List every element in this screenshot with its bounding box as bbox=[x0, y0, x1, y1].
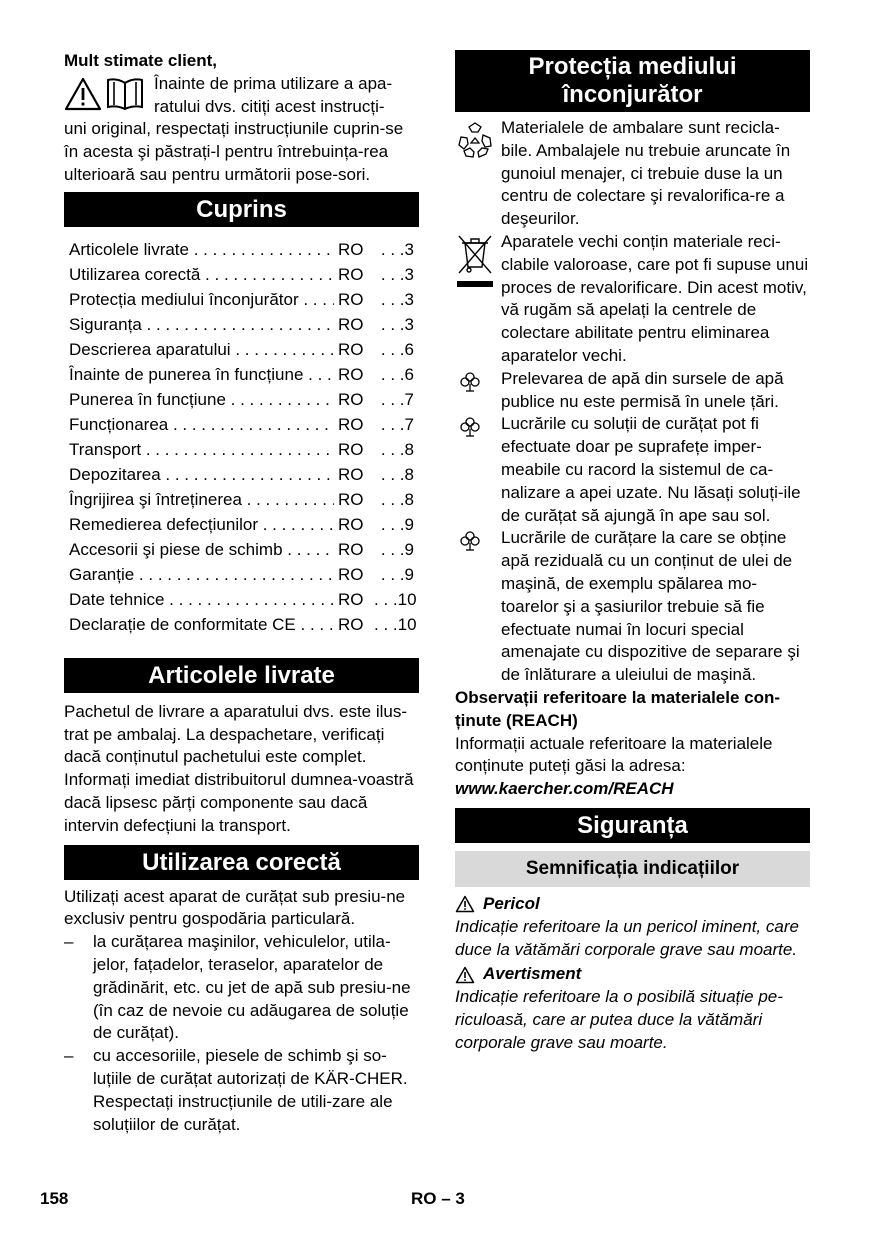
toc-page-number: . . . 10 bbox=[374, 587, 414, 612]
environment-tree-icon bbox=[455, 413, 501, 527]
warning-triangle-icon bbox=[455, 966, 475, 984]
toc-language: RO bbox=[338, 414, 364, 434]
toc-title: Accesorii şi piese de schimb . . . bbox=[69, 537, 334, 562]
dash-bullet: – bbox=[64, 932, 74, 952]
dash-bullet: – bbox=[64, 1046, 74, 1066]
toc-row[interactable] bbox=[69, 337, 414, 362]
toc-page-number: . . . 3 bbox=[374, 287, 414, 312]
list-item bbox=[455, 231, 810, 368]
toc-title: Transport . . . bbox=[69, 437, 334, 462]
list-item bbox=[455, 527, 810, 687]
toc-language: RO bbox=[338, 464, 364, 484]
toc-title: Declarație de conformitate CE . . . bbox=[69, 612, 334, 637]
left-column bbox=[64, 50, 419, 1136]
toc-page-number: . . . 8 bbox=[374, 487, 414, 512]
environment-heading: Protecția mediului înconjurător bbox=[455, 50, 810, 112]
toc-language: RO bbox=[338, 289, 364, 309]
greeting: Mult stimate client, bbox=[64, 51, 218, 70]
warning-label: Avertisment bbox=[483, 964, 582, 984]
toc-row[interactable] bbox=[69, 612, 417, 637]
intro-text-first: Înainte de prima utilizare a apa-ratului dvs. citiți acest instrucți- bbox=[154, 73, 393, 116]
env-item-text: Lucrările de curățare la care se obține apă reziduală cu un conținut de ulei de maşină, de exemplu spălarea mo-toarelor şi a şasiurilor trebuie să fie efectuate numai în locuri special amenajate cu dispozitive de separare şi de înlăturare a uleiului de maşină. bbox=[501, 528, 800, 685]
environment-tree-icon bbox=[455, 527, 501, 687]
toc-language: RO bbox=[338, 514, 364, 534]
warning-text: Indicație referitoare la o posibilă situație pe-riculoasă, care ar putea duce la vătămări corporale grave sau moarte. bbox=[455, 987, 783, 1052]
toc-page-number: . . . 6 bbox=[374, 362, 414, 387]
toc-language: RO bbox=[338, 564, 364, 584]
toc-language: RO bbox=[338, 264, 364, 284]
toc-page-number: . . . 8 bbox=[374, 462, 414, 487]
toc-title: Utilizarea corectă . . . bbox=[69, 262, 334, 287]
intro-text-rest: uni original, respectați instrucțiunile cuprin-se în acesta şi păstrați-l pentru întrebuința-rea ulterioară sau pentru următorii pose-sori. bbox=[64, 119, 404, 184]
toc-language: RO bbox=[338, 239, 364, 259]
list-item bbox=[455, 368, 810, 414]
usage-item-1: la curățarea maşinilor, vehiculelor, utila-jelor, fațadelor, teraselor, aparatelor de grădinărit, etc. cu jet de apă sub presiu-ne (în caz de nevoie cu adăugarea de soluție de curățat). bbox=[93, 932, 411, 1043]
toc-row[interactable] bbox=[69, 362, 414, 387]
toc-page-number: . . . 8 bbox=[374, 437, 414, 462]
manual-book-icon bbox=[105, 77, 145, 111]
toc-row[interactable] bbox=[69, 562, 414, 587]
reach-url-link[interactable]: www.kaercher.com/REACH bbox=[455, 779, 674, 799]
warning-label-row bbox=[455, 963, 810, 986]
toc-language: RO bbox=[338, 489, 364, 509]
toc-language: RO bbox=[338, 539, 364, 559]
reach-text: Informații actuale referitoare la materialele conținute puteți găsi la adresa: bbox=[455, 733, 773, 776]
toc-title: Descrierea aparatului . . . bbox=[69, 337, 334, 362]
reach-heading: Observații referitoare la materialele con-ținute (REACH) bbox=[455, 687, 781, 730]
toc-row[interactable] bbox=[69, 537, 414, 562]
toc-language: RO bbox=[338, 364, 364, 384]
env-item-text: Materialele de ambalare sunt recicla-bile. Ambalajele nu trebuie aruncate în gunoiul menajer, ci trebuie duse la un centru de colectare şi revalorifica-re a deşeurilor. bbox=[501, 118, 791, 229]
toc-page-number: . . . 9 bbox=[374, 512, 414, 537]
toc-title: Funcționarea . . . bbox=[69, 412, 334, 437]
crossed-bin-icon bbox=[455, 231, 501, 368]
delivery-text: Pachetul de livrare a aparatului dvs. este ilus-trat pe ambalaj. La despachetare, verificați dacă conținutul pachetului este complet. Informați imediat distribuitorul dumnea-voastră dacă lipsesc părți componente sau dacă intervin defecțiuni la transport. bbox=[64, 701, 414, 835]
toc-title: Garanție . . . bbox=[69, 562, 334, 587]
list-item bbox=[455, 117, 810, 231]
toc-row[interactable] bbox=[69, 512, 414, 537]
table-of-contents bbox=[69, 237, 417, 637]
toc-language: RO bbox=[338, 439, 364, 459]
toc-row[interactable] bbox=[69, 412, 414, 437]
env-item-text: Prelevarea de apă din sursele de apă publice nu este permisă în unele țări. bbox=[501, 368, 784, 411]
toc-title: Punerea în funcțiune . . . bbox=[69, 387, 334, 412]
page-number: 158 bbox=[40, 1189, 69, 1208]
contents-heading: Cuprins bbox=[64, 192, 419, 227]
signals-heading: Semnificația indicațiilor bbox=[455, 851, 810, 887]
toc-row[interactable] bbox=[69, 587, 417, 612]
toc-language: RO bbox=[338, 339, 364, 359]
safety-heading: Siguranța bbox=[455, 808, 810, 843]
toc-title: Articolele livrate . . . bbox=[69, 237, 334, 262]
list-item bbox=[455, 413, 810, 527]
toc-row[interactable] bbox=[69, 312, 414, 337]
danger-label: Pericol bbox=[483, 893, 540, 913]
toc-page-number: . . . 9 bbox=[374, 562, 414, 587]
danger-label-row bbox=[455, 893, 810, 916]
toc-title: Remedierea defecțiunilor . . . bbox=[69, 512, 334, 537]
toc-row[interactable] bbox=[69, 237, 414, 262]
toc-language: RO bbox=[338, 314, 364, 334]
toc-page-number: . . . 3 bbox=[374, 312, 414, 337]
toc-page-number: . . . 9 bbox=[374, 537, 414, 562]
list-item bbox=[64, 1045, 419, 1136]
environment-tree-icon bbox=[455, 368, 501, 414]
usage-heading: Utilizarea corectă bbox=[64, 845, 419, 880]
toc-row[interactable] bbox=[69, 262, 414, 287]
toc-language: RO bbox=[338, 389, 364, 409]
toc-row[interactable] bbox=[69, 462, 414, 487]
toc-language: RO bbox=[338, 589, 364, 609]
toc-title: Depozitarea . . . bbox=[69, 462, 334, 487]
toc-title: Protecția mediului înconjurător . . . bbox=[69, 287, 334, 312]
toc-title: Siguranța . . . bbox=[69, 312, 334, 337]
toc-title: Înainte de punerea în funcțiune . . . bbox=[69, 362, 334, 387]
env-item-text: Lucrările cu soluții de curățat pot fi efectuate doar pe suprafețe imper-meabile cu racord la sistemul de ca-nalizare a apei uzate. Nu lăsați soluți-ile de curățat să ajungă în ape sau sol. bbox=[501, 414, 801, 525]
toc-page-number: . . . 3 bbox=[374, 262, 414, 287]
env-item-text: Aparatele vechi conțin materiale reci-clabile valoroase, care pot fi supuse unui proces de revalorificare. Din acest motiv, vă rugăm să apelați la centrele de colectare abilitate pentru eliminarea aparatelor vechi. bbox=[501, 231, 809, 365]
usage-text: Utilizați acest aparat de curățat sub presiu-ne exclusiv pentru gospodăria particulară. bbox=[64, 886, 406, 929]
toc-page-number: . . . 7 bbox=[374, 387, 414, 412]
list-item bbox=[64, 931, 419, 1045]
toc-row[interactable] bbox=[69, 387, 414, 412]
toc-page-number: . . . 3 bbox=[374, 237, 414, 262]
warning-triangle-icon bbox=[455, 895, 475, 913]
usage-item-2: cu accesoriile, piesele de schimb şi so-luțiile de curățat autorizați de KÄR-CHER. Respectați instrucțiunile de utili-zare ale soluțiilor de curățat. bbox=[93, 1046, 408, 1134]
section-page: RO – 3 bbox=[411, 1189, 465, 1208]
toc-row[interactable] bbox=[69, 437, 414, 462]
recycle-icon bbox=[455, 117, 501, 231]
right-column bbox=[455, 50, 810, 1054]
delivery-heading: Articolele livrate bbox=[64, 658, 419, 693]
toc-title: Date tehnice . . . bbox=[69, 587, 334, 612]
toc-row[interactable] bbox=[69, 287, 414, 312]
toc-title: Îngrijirea şi întreținerea . . . bbox=[69, 487, 334, 512]
toc-page-number: . . . 6 bbox=[374, 337, 414, 362]
intro-with-icons bbox=[64, 73, 419, 119]
toc-page-number: . . . 10 bbox=[374, 612, 414, 637]
danger-text: Indicație referitoare la un pericol iminent, care duce la vătămări corporale grave sau moarte. bbox=[455, 916, 799, 959]
toc-page-number: . . . 7 bbox=[374, 412, 414, 437]
toc-row[interactable] bbox=[69, 487, 414, 512]
toc-language: RO bbox=[338, 614, 364, 634]
environment-list bbox=[455, 117, 810, 687]
warning-triangle-icon bbox=[64, 77, 102, 111]
